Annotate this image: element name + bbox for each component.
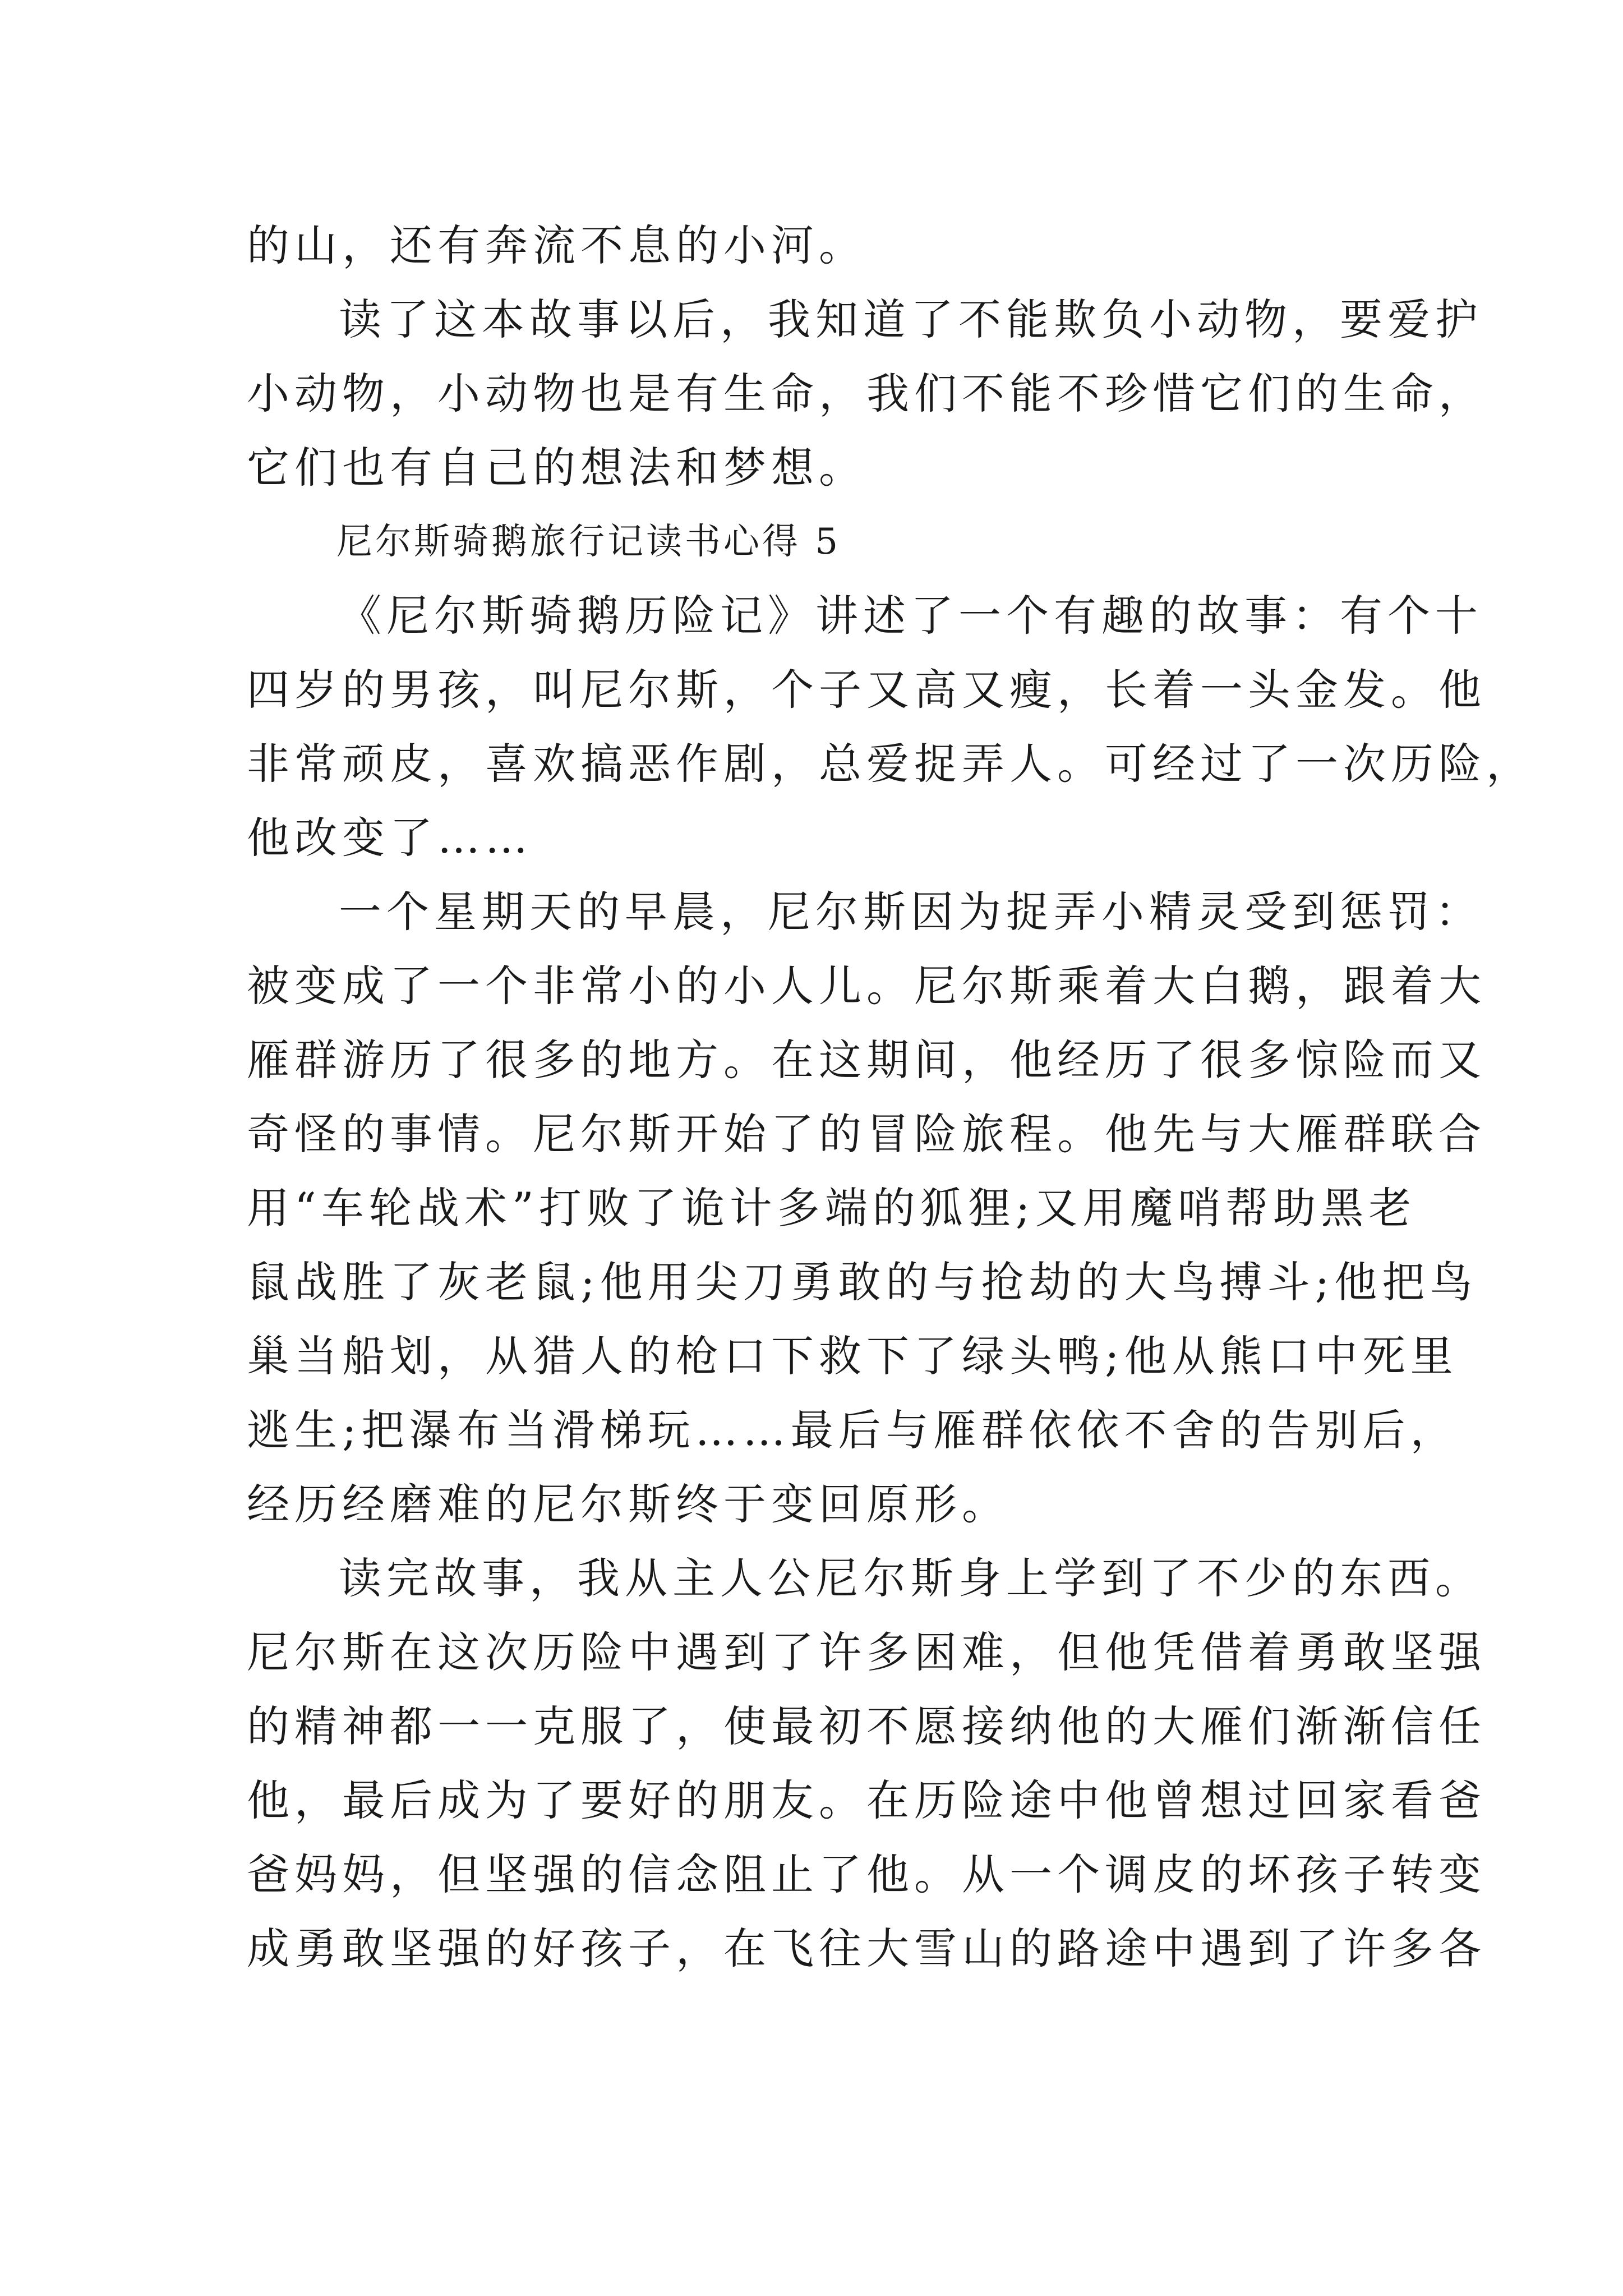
paragraph-lesson — [247, 1542, 1486, 1986]
paragraph-story — [247, 875, 1486, 1542]
text-line: 鼠战胜了灰老鼠;他用尖刀勇敢的与抢劫的大鸟搏斗;他把鸟 — [247, 1257, 1478, 1307]
text-line: 他，最后成为了要好的朋友。在历险途中他曾想过回家看爸 — [247, 1775, 1486, 1825]
text-line: 用“车轮战术”打败了诡计多端的狐狸;又用魔哨帮助黑老 — [247, 1183, 1417, 1233]
text-line: 爸妈妈，但坚强的信念阻止了他。从一个调皮的坏孩子转变 — [247, 1849, 1486, 1899]
text-line: 《尼尔斯骑鹅历险记》讲述了一个有趣的故事：有个十 — [339, 591, 1483, 641]
text-line: 一个星期天的早晨，尼尔斯因为捉弄小精灵受到惩罚： — [339, 887, 1483, 937]
section-title: 尼尔斯骑鹅旅行记读书心得 5 — [336, 521, 841, 563]
text-line: 他改变了…… — [247, 813, 533, 863]
text-line: 四岁的男孩，叫尼尔斯，个子又高又瘦，长着一头金发。他 — [247, 665, 1486, 715]
text-line: 尼尔斯在这次历险中遇到了许多困难，但他凭借着勇敢坚强 — [247, 1627, 1486, 1677]
document-page — [247, 209, 1534, 1986]
text-line: 经历经磨难的尼尔斯终于变回原形。 — [247, 1479, 1009, 1529]
text-line: 奇怪的事情。尼尔斯开始了的冒险旅程。他先与大雁群联合 — [247, 1109, 1486, 1159]
paragraph-intro — [247, 579, 1534, 875]
text-line: 读完故事，我从主人公尼尔斯身上学到了不少的东西。 — [339, 1553, 1483, 1603]
text-line: 的精神都一一克服了，使最初不愿接纳他的大雁们渐渐信任 — [247, 1701, 1486, 1751]
paragraph-continuation — [247, 209, 1391, 283]
text-line: 读了这本故事以后，我知道了不能欺负小动物，要爱护 — [339, 295, 1483, 344]
text-line: 非常顽皮，喜欢搞恶作剧，总爱捉弄人。可经过了一次历险， — [247, 739, 1534, 789]
text-line: 逃生;把瀑布当滑梯玩……最后与雁群依依不舍的告别后， — [247, 1405, 1458, 1455]
text-line: 的山，还有奔流不息的小河。 — [247, 220, 866, 270]
text-line: 小动物，小动物也是有生命，我们不能不珍惜它们的生命， — [247, 369, 1486, 418]
section-heading — [247, 505, 1391, 579]
text-line: 被变成了一个非常小的小人儿。尼尔斯乘着大白鹅，跟着大 — [247, 961, 1486, 1011]
text-line: 雁群游历了很多的地方。在这期间，他经历了很多惊险而又 — [247, 1035, 1486, 1085]
text-line: 巢当船划，从猎人的枪口下救下了绿头鸭;他从熊口中死里 — [247, 1331, 1458, 1381]
paragraph-reflection — [247, 283, 1486, 505]
text-line: 成勇敢坚强的好孩子，在飞往大雪山的路途中遇到了许多各 — [247, 1924, 1486, 1973]
text-line: 它们也有自己的想法和梦想。 — [247, 443, 866, 493]
